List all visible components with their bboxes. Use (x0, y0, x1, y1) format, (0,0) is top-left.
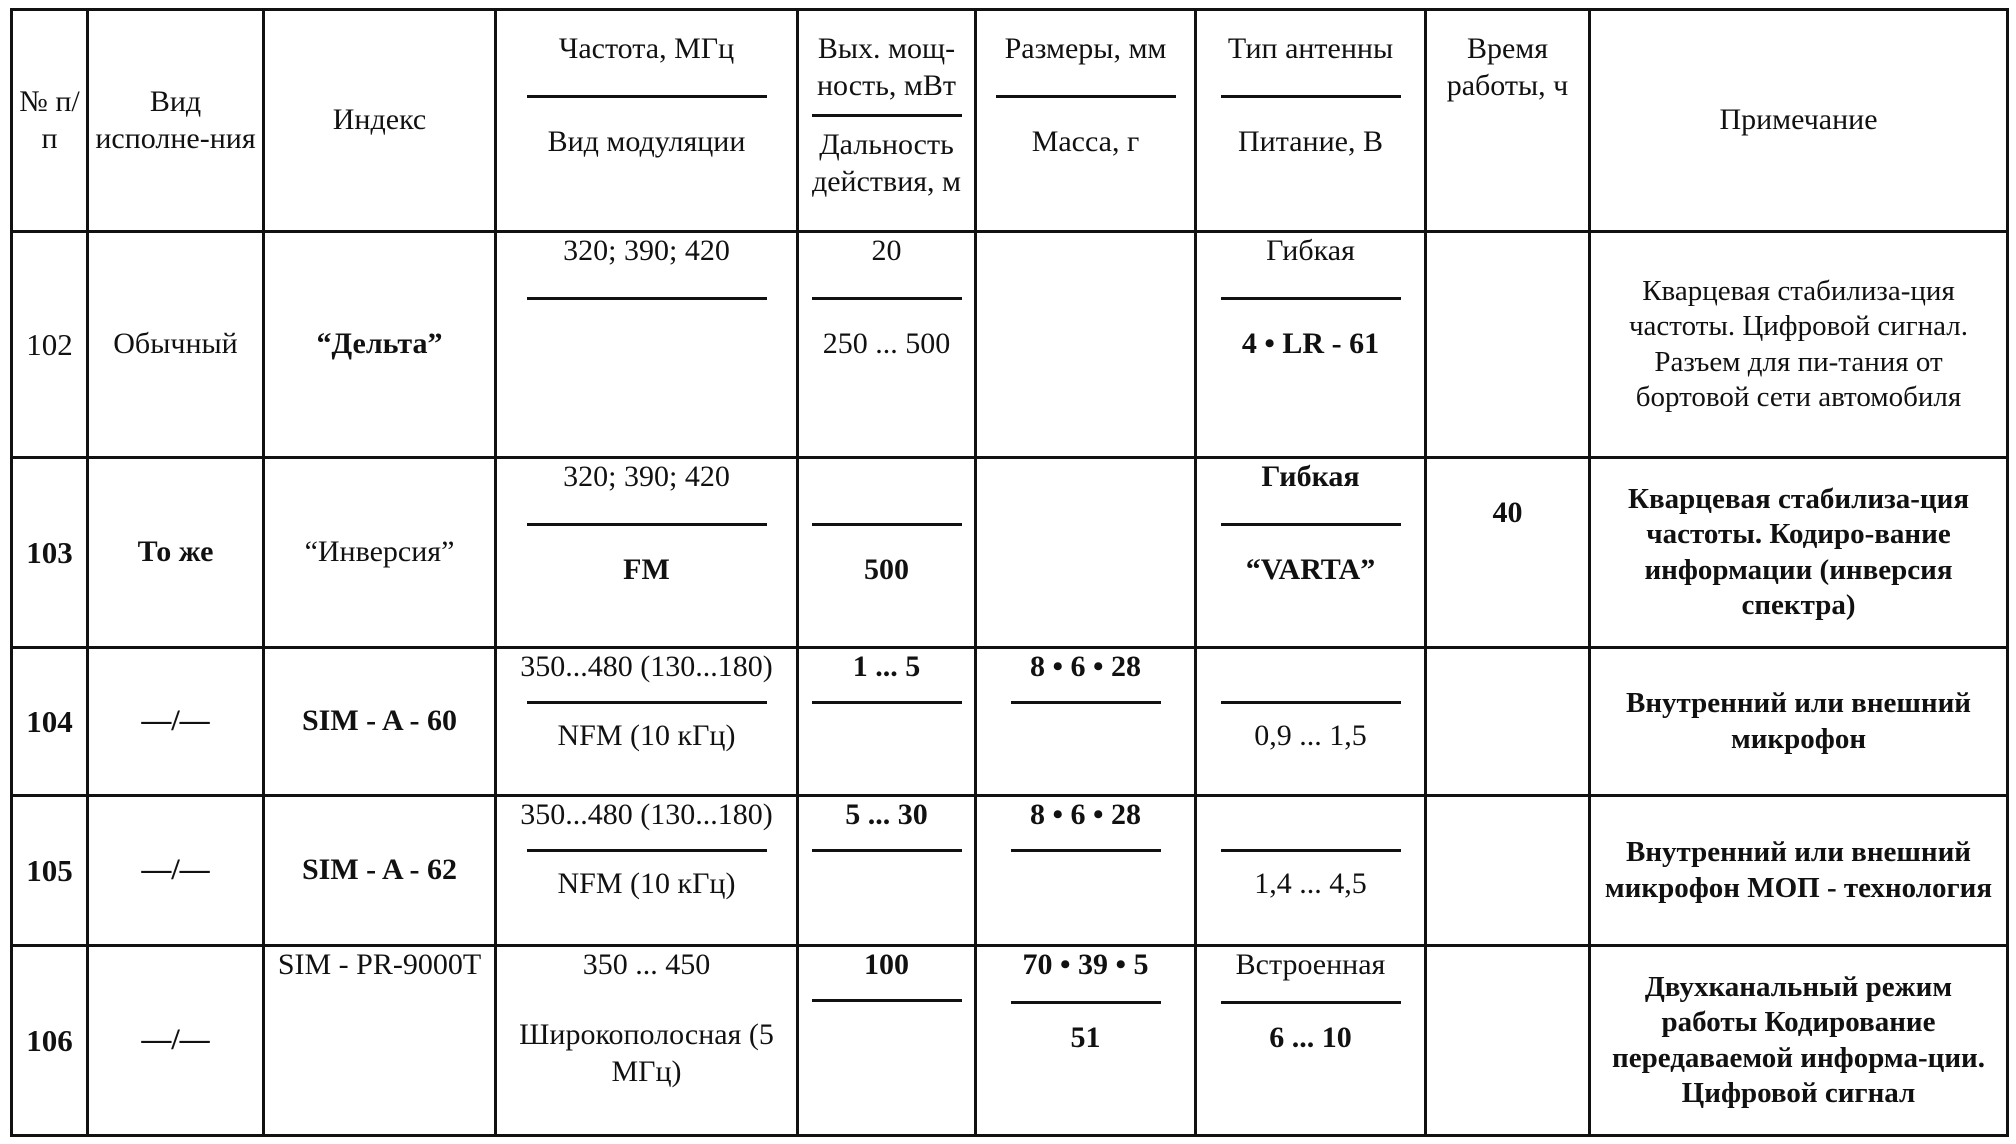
fraction-rule (1221, 701, 1401, 704)
cell-power: 20 250 ... 500 (798, 232, 976, 458)
cell-num: 102 (12, 232, 88, 458)
cell-index: “Дельта” (264, 232, 496, 458)
cell-frequency: 350...480 (130...180) NFM (10 кГц) (496, 796, 798, 946)
fraction-rule (812, 114, 962, 117)
fraction-rule (527, 849, 767, 852)
cell-size: 8 • 6 • 28 (976, 796, 1196, 946)
cell-time (1426, 232, 1590, 458)
fraction-rule (527, 297, 767, 300)
cell-time (1426, 796, 1590, 946)
header-antenna: Тип антенны Питание, В (1196, 10, 1426, 232)
spec-table-sheet (10, 8, 2006, 1136)
header-num: № п/п (12, 10, 88, 232)
cell-size: 70 • 39 • 5 51 (976, 946, 1196, 1136)
cell-num: 105 (12, 796, 88, 946)
header-type: Вид исполне-ния (88, 10, 264, 232)
cell-power: 1 ... 5 (798, 648, 976, 796)
cell-power: 5 ... 30 (798, 796, 976, 946)
fraction-rule (1011, 701, 1161, 704)
fraction-rule (812, 999, 962, 1002)
cell-frequency: 350...480 (130...180) NFM (10 кГц) (496, 648, 798, 796)
cell-num: 106 (12, 946, 88, 1136)
cell-type: —/— (88, 796, 264, 946)
cell-antenna: Гибкая 4 • LR - 61 (1196, 232, 1426, 458)
fraction-rule (1221, 523, 1401, 526)
table-row (12, 648, 2008, 796)
cell-power: 500 (798, 458, 976, 648)
header-row (12, 10, 2008, 232)
fraction-rule (812, 297, 962, 300)
transmitter-spec-table (10, 8, 2009, 1137)
cell-index: SIM - PR-9000T (264, 946, 496, 1136)
fraction-rule (527, 701, 767, 704)
fraction-rule (1011, 1001, 1161, 1004)
table-row (12, 232, 2008, 458)
cell-size (976, 232, 1196, 458)
cell-index: “Инверсия” (264, 458, 496, 648)
fraction-rule (527, 95, 767, 98)
fraction-rule (1221, 95, 1401, 98)
fraction-rule (527, 523, 767, 526)
cell-num: 103 (12, 458, 88, 648)
cell-power: 100 (798, 946, 976, 1136)
cell-antenna: Встроенная 6 ... 10 (1196, 946, 1426, 1136)
cell-time (1426, 946, 1590, 1136)
cell-time: 40 (1426, 458, 1590, 648)
fraction-rule (1011, 849, 1161, 852)
fraction-rule (996, 95, 1176, 98)
header-power: Вых. мощ-ность, мВт Дальность действия, м (798, 10, 976, 232)
cell-type: Обычный (88, 232, 264, 458)
cell-num: 104 (12, 648, 88, 796)
cell-antenna: Гибкая “VARTA” (1196, 458, 1426, 648)
cell-type: То же (88, 458, 264, 648)
cell-index: SIM - A - 62 (264, 796, 496, 946)
cell-note: Двухканальный режим работы Кодирование передаваемой информа-ции. Цифровой сигнал (1590, 946, 2008, 1136)
fraction-rule (1221, 297, 1401, 300)
fraction-rule (1221, 1001, 1401, 1004)
cell-antenna: 1,4 ... 4,5 (1196, 796, 1426, 946)
cell-type: —/— (88, 648, 264, 796)
cell-note: Внутренний или внешний микрофон МОП - технология (1590, 796, 2008, 946)
table-row (12, 946, 2008, 1136)
cell-frequency: 350 ... 450 Широкополосная (5 МГц) (496, 946, 798, 1136)
fraction-rule (812, 849, 962, 852)
table-row (12, 458, 2008, 648)
header-time: Время работы, ч (1426, 10, 1590, 232)
fraction-rule (1221, 849, 1401, 852)
cell-time (1426, 648, 1590, 796)
cell-size (976, 458, 1196, 648)
cell-size: 8 • 6 • 28 (976, 648, 1196, 796)
header-note: Примечание (1590, 10, 2008, 232)
cell-note: Кварцевая стабилиза-ция частоты. Кодиро-вание информации (инверсия спектра) (1590, 458, 2008, 648)
cell-type: —/— (88, 946, 264, 1136)
cell-frequency: 320; 390; 420 (496, 232, 798, 458)
cell-antenna: 0,9 ... 1,5 (1196, 648, 1426, 796)
cell-index: SIM - A - 60 (264, 648, 496, 796)
cell-note: Кварцевая стабилиза-ция частоты. Цифровой сигнал. Разъем для пи-тания от бортовой сети автомобиля (1590, 232, 2008, 458)
cell-note: Внутренний или внешний микрофон (1590, 648, 2008, 796)
header-index: Индекс (264, 10, 496, 232)
cell-frequency: 320; 390; 420 FM (496, 458, 798, 648)
fraction-rule (812, 701, 962, 704)
fraction-rule (812, 523, 962, 526)
header-frequency: Частота, МГц Вид модуляции (496, 10, 798, 232)
table-row (12, 796, 2008, 946)
header-size: Размеры, мм Масса, г (976, 10, 1196, 232)
